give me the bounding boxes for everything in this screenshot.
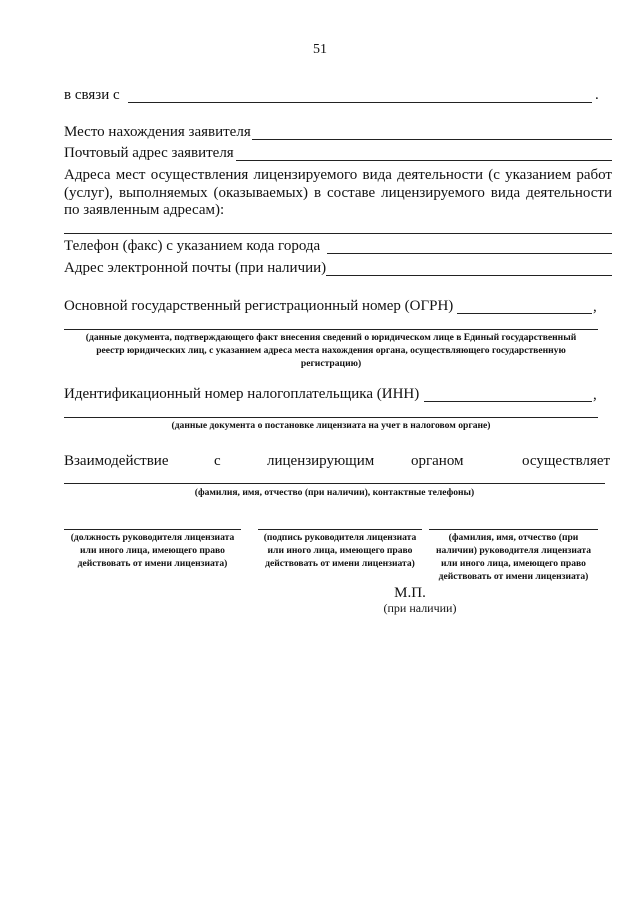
signature-field[interactable] <box>258 529 422 530</box>
ogrn-note-line1: (данные документа, подтверждающего факт внесения сведений о юридическом лице в Единый государственный <box>85 332 577 343</box>
activity-addresses-line2: (услуг), выполняемых (оказываемых) в составе лицензируемого вида деятельности <box>64 185 612 201</box>
ogrn-label: Основной государственный регистрационный номер (ОГРН) <box>64 298 454 314</box>
name-note-line3: или иного лица, имеющего право <box>441 558 586 569</box>
position-note-line1: (должность руководителя лицензиата <box>70 532 235 543</box>
email-label: Адрес электронной почты (при наличии) <box>64 260 327 276</box>
stamp-label: М.П. <box>394 585 426 601</box>
name-field[interactable] <box>429 529 598 530</box>
ogrn-tail: , <box>593 299 597 315</box>
inn-note: (данные документа о постановке лицензиата на учет в налоговом органе) <box>171 420 491 431</box>
position-note-line3: действовать от имени лицензиата) <box>77 558 228 569</box>
location-field[interactable] <box>252 139 612 140</box>
inn-field[interactable] <box>424 401 592 402</box>
in-connection-tail: . <box>595 87 599 103</box>
signature-note-line2: или иного лица, имеющего право <box>267 545 413 556</box>
activity-addresses-line1: Адреса мест осуществления лицензируемого вида деятельности (с указанием работ <box>64 167 612 183</box>
interaction-word-3: лицензирующим <box>267 453 375 469</box>
position-field[interactable] <box>64 529 241 530</box>
signature-note-line3: действовать от имени лицензиата) <box>265 558 415 569</box>
name-note-line2: наличии) руководителя лицензиата <box>435 545 592 556</box>
ogrn-note-line2: реестр юридических лиц, с указанием адреса места нахождения органа, осуществляющего государственную <box>96 345 566 356</box>
name-note-line1: (фамилия, имя, отчество (при <box>448 532 579 543</box>
ogrn-note-line3: регистрацию) <box>300 358 362 369</box>
position-note-line2: или иного лица, имеющего право <box>80 545 225 556</box>
interaction-word-2: с <box>214 453 221 469</box>
signature-note <box>250 531 430 570</box>
activity-addresses-field[interactable] <box>64 233 612 234</box>
stamp-note: (при наличии) <box>383 601 457 615</box>
interaction-word-1: Взаимодействие <box>64 453 169 469</box>
phone-label: Телефон (факс) с указанием кода города <box>64 238 321 254</box>
activity-addresses-line3: по заявленным адресам): <box>64 202 225 218</box>
signature-note-line1: (подпись руководителя лицензиата <box>263 532 417 543</box>
in-connection-field[interactable] <box>128 102 592 103</box>
email-field[interactable] <box>326 275 612 276</box>
interaction-field[interactable] <box>64 483 605 484</box>
position-note <box>58 531 247 570</box>
ogrn-field[interactable] <box>457 313 592 314</box>
ogrn-document-field[interactable] <box>64 329 598 330</box>
interaction-word-4: органом <box>411 453 464 469</box>
in-connection-label: в связи с <box>64 87 120 103</box>
inn-label: Идентификационный номер налогоплательщика (ИНН) <box>64 386 420 402</box>
interaction-note: (фамилия, имя, отчество (при наличии), контактные телефоны) <box>194 487 475 498</box>
location-label: Место нахождения заявителя <box>64 124 251 140</box>
postal-field[interactable] <box>236 160 612 161</box>
interaction-word-5: осуществляет <box>522 453 611 469</box>
name-note <box>425 531 602 583</box>
inn-tail: , <box>593 387 597 403</box>
phone-field[interactable] <box>327 253 612 254</box>
name-note-line4: действовать от имени лицензиата) <box>438 571 589 582</box>
inn-document-field[interactable] <box>64 417 598 418</box>
page-number: 51 <box>313 42 327 57</box>
postal-label: Почтовый адрес заявителя <box>64 145 234 161</box>
